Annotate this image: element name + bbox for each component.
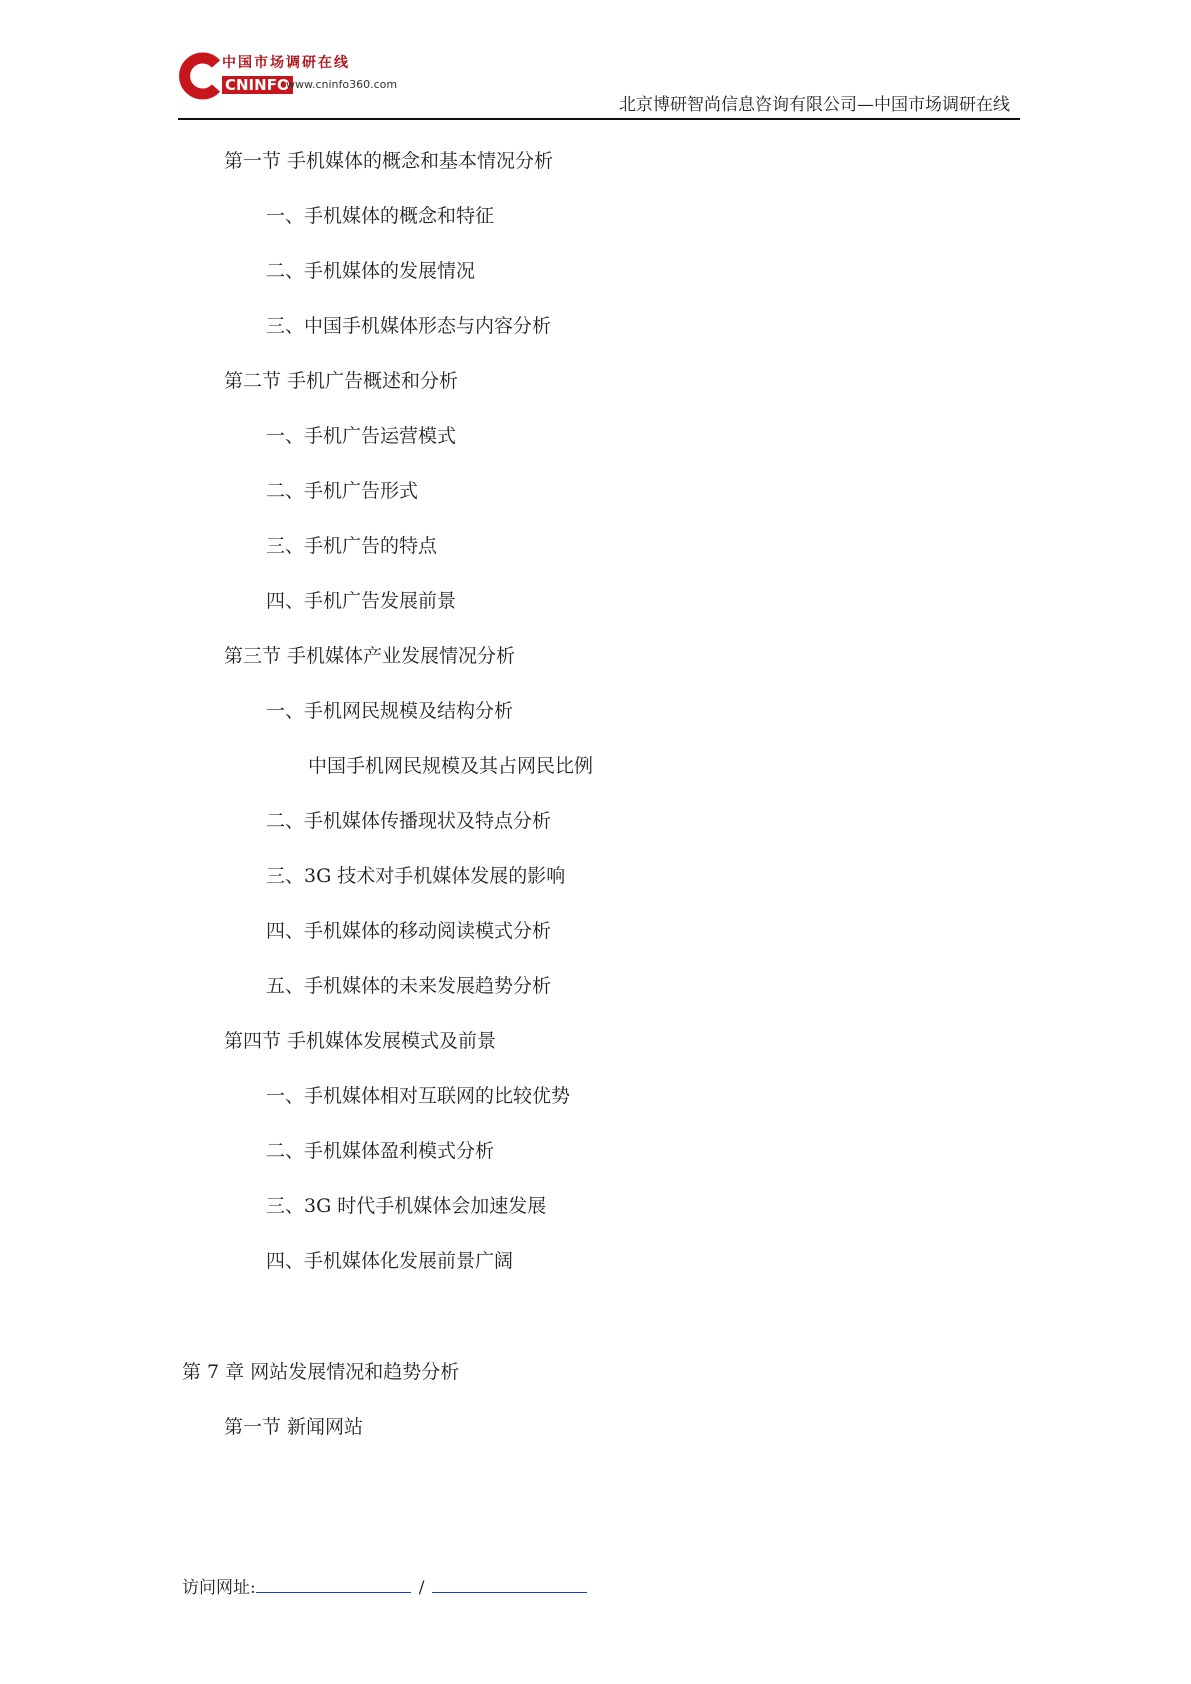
toc-item: 四、手机媒体化发展前景广阔 bbox=[266, 1250, 514, 1272]
toc-item: 三、中国手机媒体形态与内容分析 bbox=[266, 315, 552, 337]
logo-brand: CNINFO bbox=[222, 76, 293, 94]
toc-section: 第二节 手机广告概述和分析 bbox=[224, 370, 459, 392]
toc-chapter: 第 7 章 网站发展情况和趋势分析 bbox=[182, 1361, 460, 1383]
toc-item: 一、手机网民规模及结构分析 bbox=[266, 700, 514, 722]
footer-label: 访问网址: bbox=[182, 1578, 256, 1598]
cninfo-logo bbox=[178, 46, 398, 106]
page-footer bbox=[182, 1573, 587, 1598]
toc-section: 第一节 新闻网站 bbox=[224, 1416, 364, 1438]
toc-item: 五、手机媒体的未来发展趋势分析 bbox=[266, 975, 552, 997]
toc-item: 二、手机广告形式 bbox=[266, 480, 419, 502]
page-header bbox=[178, 40, 1020, 120]
toc-item: 四、手机广告发展前景 bbox=[266, 590, 457, 612]
toc-section: 第三节 手机媒体产业发展情况分析 bbox=[224, 645, 516, 667]
footer-link-2[interactable] bbox=[432, 1576, 587, 1593]
footer-link-1[interactable] bbox=[256, 1576, 411, 1593]
toc-item: 二、手机媒体的发展情况 bbox=[266, 260, 476, 282]
logo-url: www.cninfo360.com bbox=[286, 78, 398, 91]
toc-section: 第四节 手机媒体发展模式及前景 bbox=[224, 1030, 497, 1052]
toc-item: 一、手机媒体相对互联网的比较优势 bbox=[266, 1085, 571, 1107]
toc-item: 二、手机媒体盈利模式分析 bbox=[266, 1140, 495, 1162]
company-name: 北京博研智尚信息咨询有限公司—中国市场调研在线 bbox=[619, 95, 1010, 115]
logo-name: 中国市场调研在线 bbox=[222, 55, 350, 71]
toc-item: 一、手机广告运营模式 bbox=[266, 425, 457, 447]
toc-item: 三、手机广告的特点 bbox=[266, 535, 438, 557]
footer-separator: / bbox=[418, 1578, 425, 1598]
toc-item: 三、3G 时代手机媒体会加速发展 bbox=[266, 1195, 547, 1217]
logo-c-icon bbox=[178, 52, 226, 100]
toc-section: 第一节 手机媒体的概念和基本情况分析 bbox=[224, 150, 554, 172]
toc-item: 一、手机媒体的概念和特征 bbox=[266, 205, 495, 227]
toc-item: 二、手机媒体传播现状及特点分析 bbox=[266, 810, 552, 832]
toc-subitem: 中国手机网民规模及其占网民比例 bbox=[308, 755, 594, 777]
toc-item: 三、3G 技术对手机媒体发展的影响 bbox=[266, 865, 566, 887]
toc-item: 四、手机媒体的移动阅读模式分析 bbox=[266, 920, 552, 942]
